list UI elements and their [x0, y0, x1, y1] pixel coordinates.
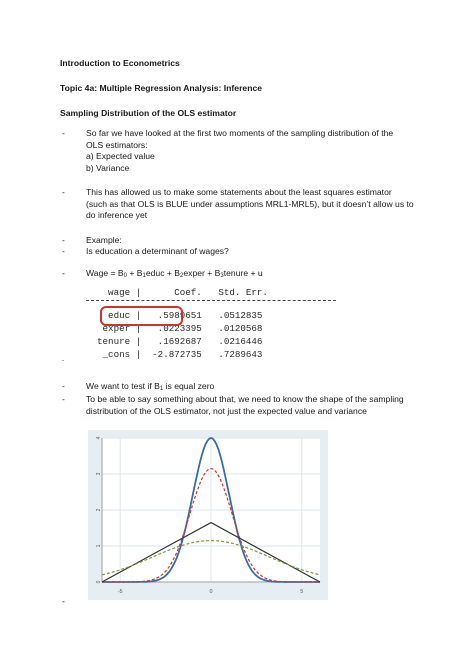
table-row: exper | .0223395 .0120568: [86, 323, 263, 334]
blue-paragraph: This has allowed us to make some statements about the least squares estimator (such as that OLS is BLUE under assumptions MRL1-MRL5), but it doesn’t allow us to do inference yet: [86, 187, 414, 221]
table-divider: [86, 300, 336, 301]
y-tick-label: 3: [96, 472, 102, 476]
y-tick-label: 4: [96, 436, 102, 440]
topic-title: Topic 4a: Multiple Regression Analysis: Inference: [60, 83, 263, 93]
test-statement: We want to test if $B_1$ is equal zero: [86, 381, 215, 392]
y-tick-label: 0: [96, 580, 102, 584]
example-label: Example:: [86, 235, 122, 245]
model-equation: Wage = $B_0$ + $B_1educ$ + $B_2exper$ + $B_3tenure + u$: [86, 268, 263, 279]
bullet-dash: -: [62, 128, 65, 138]
section-title: Sampling Distribution of the OLS estimator: [60, 108, 237, 118]
x-tick-label: 0: [209, 589, 213, 595]
sampling-distribution-chart: [88, 430, 328, 600]
course-title: Introduction to Econometrics: [60, 58, 180, 68]
x-tick-label: 5: [300, 589, 304, 595]
bullet-dash: -: [62, 596, 65, 606]
educ-highlight-box: [100, 306, 183, 326]
regression-header: wage | Coef. Std. Err.: [86, 287, 268, 298]
x-tick-label: -5: [117, 589, 123, 595]
shape-paragraph: To be able to say something about that, we need to know the shape of the sampling distribution of the OLS estimator, not just the expected value and variance: [86, 394, 404, 416]
education-question: Is education a determinant of wages?: [86, 246, 229, 256]
table-row: educ | .5989651 .0512835: [86, 310, 263, 321]
moments-paragraph: So far we have looked at the first two moments of the sampling distribution of the OLS estimators: a) Expected value b) Variance: [86, 128, 394, 173]
table-row: _cons | -2.872735 .7289643: [86, 349, 263, 360]
bullet-dash: -: [62, 394, 65, 404]
table-row: tenure | .1692687 .0216446: [86, 336, 263, 347]
bullet-dash: -: [62, 358, 64, 364]
bullet-dash: -: [62, 187, 65, 197]
y-tick-label: 1: [96, 544, 102, 548]
bullet-dash: -: [62, 246, 65, 256]
bullet-dash: -: [62, 268, 65, 278]
bullet-dash: -: [62, 235, 65, 245]
y-tick-label: 2: [96, 508, 102, 512]
chart-grid: [102, 438, 320, 582]
bullet-dash: -: [62, 381, 65, 391]
